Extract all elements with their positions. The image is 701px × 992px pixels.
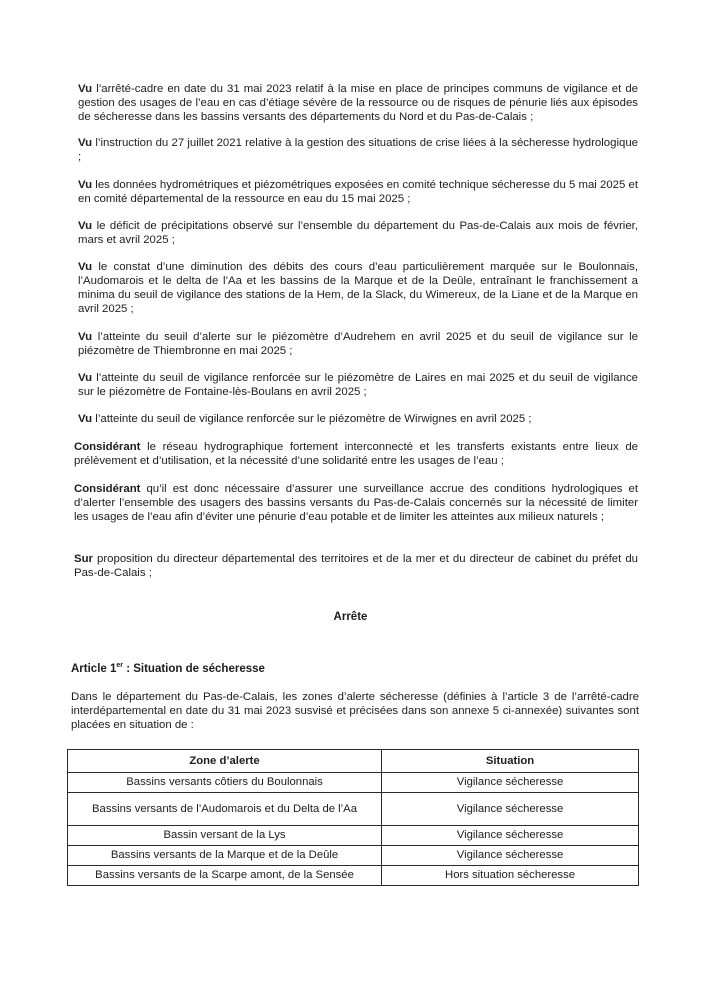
paragraph-lead: Vu xyxy=(78,372,93,384)
paragraph-vu-deficit xyxy=(78,219,638,247)
paragraph-lead: Considérant xyxy=(74,483,141,495)
paragraph-vu-constat xyxy=(78,260,638,316)
paragraph-text: l’instruction du 27 juillet 2021 relative à la gestion des situations de crise liées à la sécheresse hydrologique ; xyxy=(78,137,638,163)
article-heading xyxy=(71,662,265,675)
article-number-sup: er xyxy=(116,662,124,669)
paragraph-lead: Vu xyxy=(78,261,93,273)
paragraph-lead: Vu xyxy=(78,83,93,95)
alert-zones-table xyxy=(67,749,639,886)
paragraph-lead: Vu xyxy=(78,220,93,232)
paragraph-lead: Vu xyxy=(78,413,93,425)
paragraph-considerant-surveillance xyxy=(74,482,638,524)
paragraph-text: proposition du directeur départemental des territoires et de la mer et du directeur de cabinet du préfet du Pas-de-Calais ; xyxy=(74,553,638,579)
paragraph-text: qu’il est donc nécessaire d’assurer une surveillance accrue des conditions hydrologiques et d’alerter l’ensemble des usagers des bassins versants du Pas-de-Calais concernés sur la nécessité de limiter les usages de l’eau afin d’éviter une pénurie d’eau potable et de limiter les atteintes aux milieux naturels ; xyxy=(74,483,638,523)
zone-cell: Bassins versants de la Scarpe amont, de la Sensée xyxy=(68,866,382,886)
paragraph-vu-laires xyxy=(78,371,638,399)
header-situation: Situation xyxy=(382,750,639,773)
paragraph-text: le constat d’une diminution des débits des cours d’eau particulièrement marquée sur le Boulonnais, l’Audomarois et le delta de l’Aa et les bassins de la Marque et de la Deûle, entraînant le franchissement a minima du seuil de vigilance des stations de la Hem, de la Slack, du Wimereux, de la Liane et de la Marque en avril 2025 ; xyxy=(78,261,638,315)
paragraph-vu-donnees xyxy=(78,178,638,206)
paragraph-lead: Vu xyxy=(78,179,93,191)
paragraph-lead: Vu xyxy=(78,331,93,343)
paragraph-text: l’atteinte du seuil de vigilance renforcée sur le piézomètre de Laires en mai 2025 et du seuil de vigilance sur le piézomètre de Fontaine-lès-Boulans en avril 2025 ; xyxy=(78,372,638,398)
situation-cell: Vigilance sécheresse xyxy=(382,846,639,866)
paragraph-text: l’arrêté-cadre en date du 31 mai 2023 relatif à la mise en place de principes communs de vigilance et de gestion des usages de l’eau en cas d’étiage sévère de la ressource ou de risques de pénurie liés aux épisodes de sécheresse dans les bassins versants des départements du Nord et du Pas-de-Calais ; xyxy=(78,83,638,123)
table-row xyxy=(68,773,639,793)
zone-cell: Bassins versants côtiers du Boulonnais xyxy=(68,773,382,793)
table-row xyxy=(68,866,639,886)
zone-cell: Bassins versants de l’Audomarois et du Delta de l’Aa xyxy=(68,793,382,826)
article-intro: Dans le département du Pas-de-Calais, les zones d’alerte sécheresse (définies à l’article 3 de l’arrêté-cadre interdépartemental en date du 31 mai 2023 susvisé et précisées dans son annexe 5 ci-annexée) suivantes sont placées en situation de : xyxy=(71,691,639,731)
paragraph-vu-arrete-cadre xyxy=(78,82,638,124)
situation-cell: Vigilance sécheresse xyxy=(382,773,639,793)
paragraph-lead: Sur xyxy=(74,553,93,565)
situation-cell: Vigilance sécheresse xyxy=(382,826,639,846)
paragraph-text: l’atteinte du seuil d’alerte sur le piézomètre d’Audrehem en avril 2025 et du seuil de vigilance sur le piézomètre de Thiembronne en mai 2025 ; xyxy=(78,331,638,357)
table-row xyxy=(68,826,639,846)
article-number: Article 1 xyxy=(71,662,117,675)
paragraph-vu-wirwignes xyxy=(78,412,638,426)
situation-cell: Vigilance sécheresse xyxy=(382,793,639,826)
paragraph-vu-audrehem xyxy=(78,330,638,358)
table-header-row xyxy=(68,750,639,773)
paragraph-lead: Vu xyxy=(78,137,93,149)
paragraph-text: le déficit de précipitations observé sur l’ensemble du département du Pas-de-Calais aux mois de février, mars et avril 2025 ; xyxy=(78,220,638,246)
arrete-heading: Arrête xyxy=(333,611,368,623)
zone-cell: Bassin versant de la Lys xyxy=(68,826,382,846)
paragraph-vu-instruction xyxy=(78,136,638,164)
header-zone: Zone d’alerte xyxy=(68,750,382,773)
zone-cell: Bassins versants de la Marque et de la Deûle xyxy=(68,846,382,866)
paragraph-lead: Considérant xyxy=(74,441,141,453)
table-row xyxy=(68,793,639,826)
paragraph-text: le réseau hydrographique fortement interconnecté et les transferts existants entre lieux de prélèvement et d’utilisation, et la nécessité d’une solidarité entre les usages de l’eau ; xyxy=(74,441,638,467)
paragraph-text: les données hydrométriques et piézométriques exposées en comité technique sécheresse du 5 mai 2025 et en comité départemental de la ressource en eau du 15 mai 2025 ; xyxy=(78,179,638,205)
article-title: : Situation de sécheresse xyxy=(123,662,265,675)
table-row xyxy=(68,846,639,866)
paragraph-text: l’atteinte du seuil de vigilance renforcée sur le piézomètre de Wirwignes en avril 2025 ; xyxy=(92,413,532,425)
situation-cell: Hors situation sécheresse xyxy=(382,866,639,886)
paragraph-considerant-reseau xyxy=(74,440,638,468)
paragraph-sur-proposition xyxy=(74,552,638,580)
